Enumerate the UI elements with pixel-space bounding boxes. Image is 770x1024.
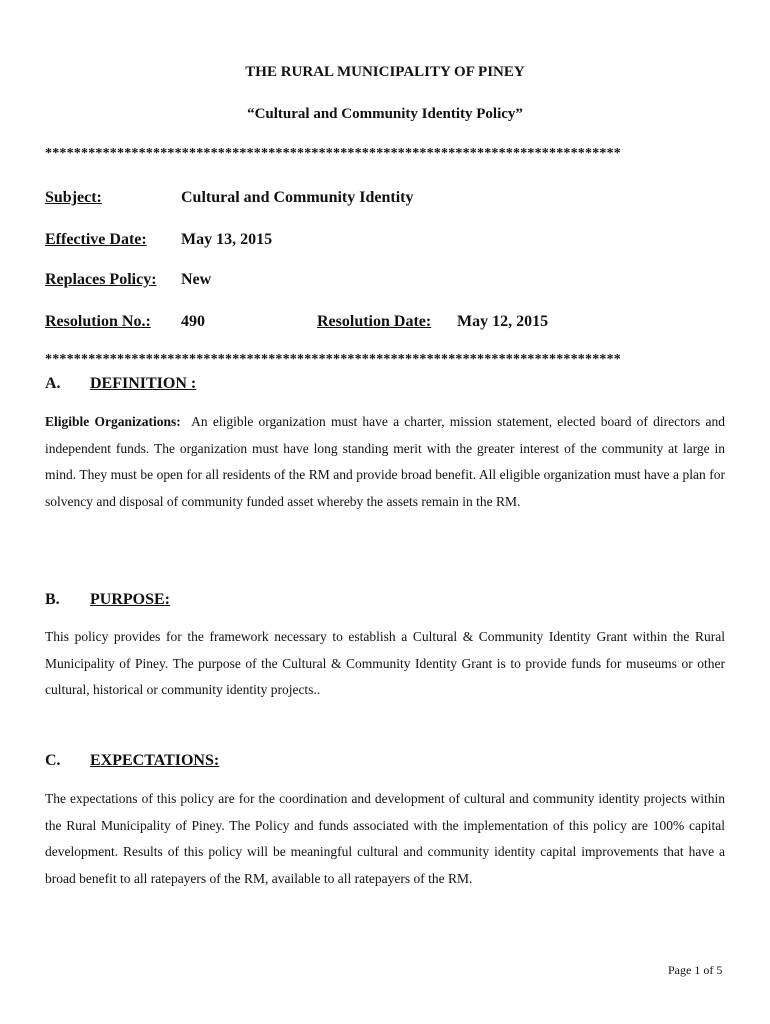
section-c-letter: C. (45, 752, 61, 769)
section-a-letter: A. (45, 375, 61, 392)
separator-top: ******************************************************************************** (45, 146, 621, 161)
eligible-organizations-term: Eligible Organizations: (45, 414, 181, 429)
subject-value: Cultural and Community Identity (181, 189, 414, 206)
section-a-paragraph (45, 409, 725, 515)
effective-date-label: Effective Date: (45, 231, 147, 248)
resolution-date-label: Resolution Date: (317, 313, 432, 330)
separator-bottom: ******************************************************************************** (45, 352, 621, 367)
replaces-policy-value: New (181, 271, 212, 288)
policy-title: “Cultural and Community Identity Policy” (247, 106, 523, 122)
section-b-paragraph: This policy provides for the framework necessary to establish a Cultural & Community Identity Grant within the Rural Municipality of Piney. The purpose of the Cultural & Community Identity Grant is to provide funds for museums or other cultural, historical or community identity projects.. (45, 629, 725, 697)
section-b-heading: PURPOSE: (90, 591, 170, 608)
municipality-heading: THE RURAL MUNICIPALITY OF PINEY (245, 64, 525, 80)
resolution-no-value: 490 (181, 313, 205, 330)
section-b-letter: B. (45, 591, 60, 608)
page-number: Page 1 of 5 (668, 963, 723, 977)
section-c-paragraph: The expectations of this policy are for the coordination and development of cultural and community identity projects within the Rural Municipality of Piney. The Policy and funds associated with the implementation of this policy are 100% capital development. Results of this policy will be meaningful cultural and community identity capital improvements that have a broad benefit to all ratepayers of the RM, available to all ratepayers of the RM. (45, 791, 725, 886)
section-c-heading: EXPECTATIONS: (90, 752, 220, 769)
section-a-heading: DEFINITION : (90, 375, 197, 392)
replaces-policy-label: Replaces Policy: (45, 271, 157, 288)
subject-label: Subject: (45, 189, 102, 206)
definition-text: An eligible organization must have a charter, mission statement, elected board of directors and independent funds. The organization must have long standing merit with the greater interest of the community at large in mind. They must be open for all residents of the RM and provide broad benefit. All eligible organization must have a plan for solvency and disposal of community funded asset whereby the assets remain in the RM. (45, 414, 726, 509)
effective-date-value: May 13, 2015 (181, 231, 273, 248)
resolution-date-value: May 12, 2015 (457, 313, 549, 330)
resolution-no-label: Resolution No.: (45, 313, 151, 330)
